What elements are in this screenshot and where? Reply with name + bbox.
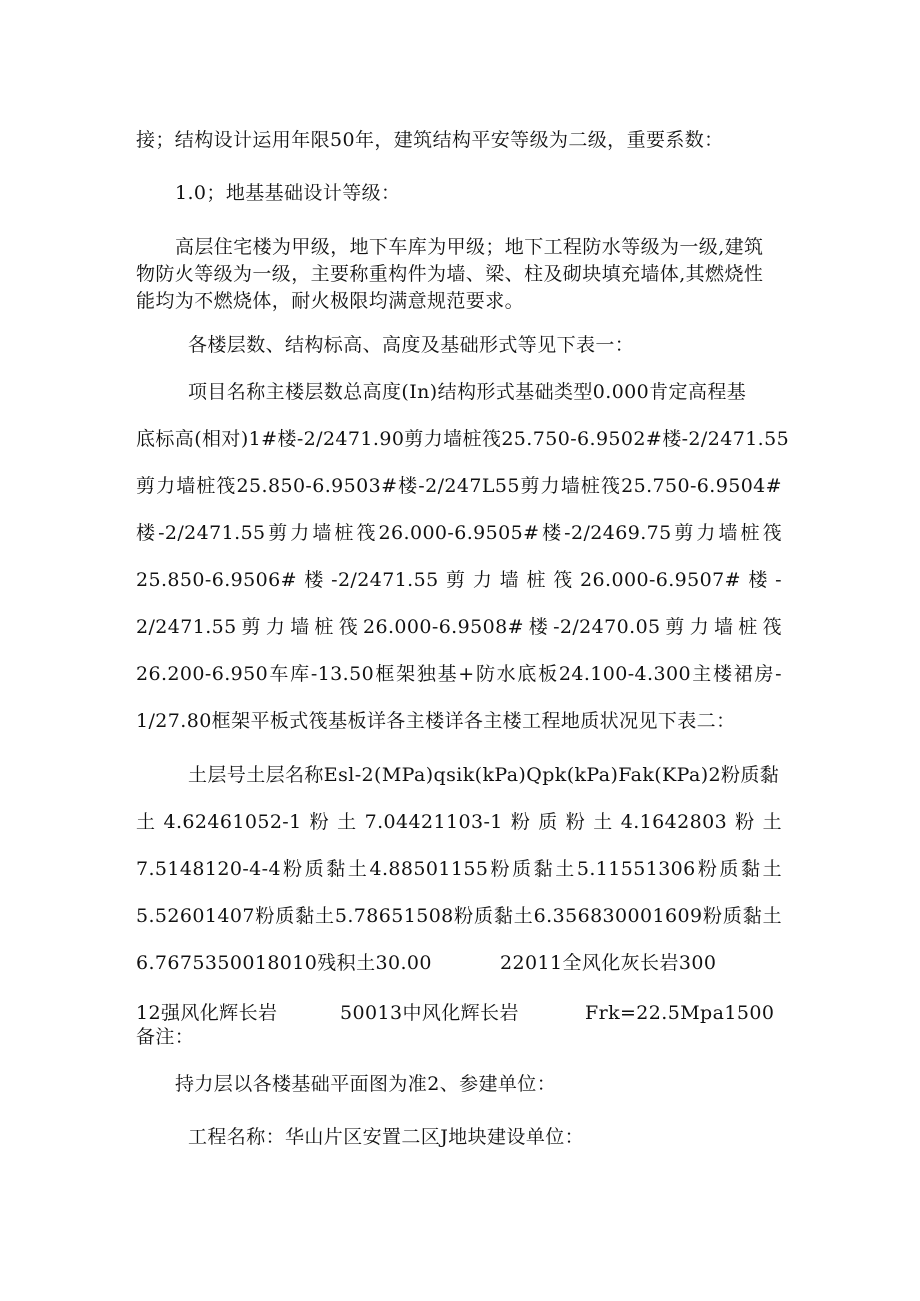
text-line: 50013中风化辉长岩 [340,1002,519,1024]
text-line: 26.200-6.950车库-13.50框架独基+防水底板24.100-4.300主楼裙房- [136,663,782,685]
text-line: Frk=22.5Mpa1500 [585,1002,775,1024]
text-line: 2/2471.55剪力墙桩筏26.000-6.9508#楼-2/2470.05剪力墙桩筏 [136,616,782,638]
text-line: 1.0；地基基础设计等级： [175,182,401,204]
text-line: 12强风化辉长岩 [136,1002,278,1024]
text-line: 5.52601407粉质黏土5.78651508粉质黏土6.356830001609粉质黏土 [136,905,782,927]
text-line: 7.5148120-4-4粉质黏土4.88501155粉质黏土5.11551306粉质黏土 [136,858,782,880]
text-line: 底标高(相对)1#楼-2/2471.90剪力墙桩筏25.750-6.9502#楼-2/2471.55 [136,428,790,450]
text-line: 6.7675350018010残积土30.00 [136,952,432,974]
text-line: 楼-2/2471.55剪力墙桩筏26.000-6.9505#楼-2/2469.75剪力墙桩筏 [136,522,782,544]
text-line: 25.850-6.9506#楼-2/2471.55剪力墙桩筏26.000-6.9507#楼- [136,569,782,591]
text-line: 各楼层数、结构标高、高度及基础形式等见下表一： [188,334,635,356]
text-line: 土4.62461052-1粉土7.04421103-1粉质粉土4.1642803粉土 [136,811,782,833]
text-line: 物防火等级为一级，主要称重构件为墙、梁、柱及砌块填充墙体,其燃烧性 [136,263,764,285]
text-line: 工程名称：华山片区安置二区J地块建设单位： [188,1126,585,1148]
text-line: 22011全风化灰长岩300 [500,952,717,974]
text-line: 1/27.80框架平板式筏基板详各主楼详各主楼工程地质状况见下表二： [136,710,736,732]
text-line: 能均为不燃烧体，耐火极限均满意规范要求。 [136,290,525,312]
text-line: 土层号土层名称Esl-2(MPa)qsik(kPa)Qpk(kPa)Fak(KPa)2粉质黏 [188,764,780,786]
text-line: 项目名称主楼层数总高度(In)结构形式基础类型0.000肯定高程基 [188,381,747,403]
text-line: 备注： [136,1026,195,1048]
text-line: 接；结构设计运用年限50年，建筑结构平安等级为二级，重要系数： [136,129,724,151]
text-line: 高层住宅楼为甲级，地下车库为甲级；地下工程防水等级为一级,建筑 [175,236,764,258]
text-line: 持力层以各楼基础平面图为准2、参建单位： [175,1073,557,1095]
text-line: 剪力墙桩筏25.850-6.9503#楼-2/247L55剪力墙桩筏25.750-6.9504# [136,475,782,497]
